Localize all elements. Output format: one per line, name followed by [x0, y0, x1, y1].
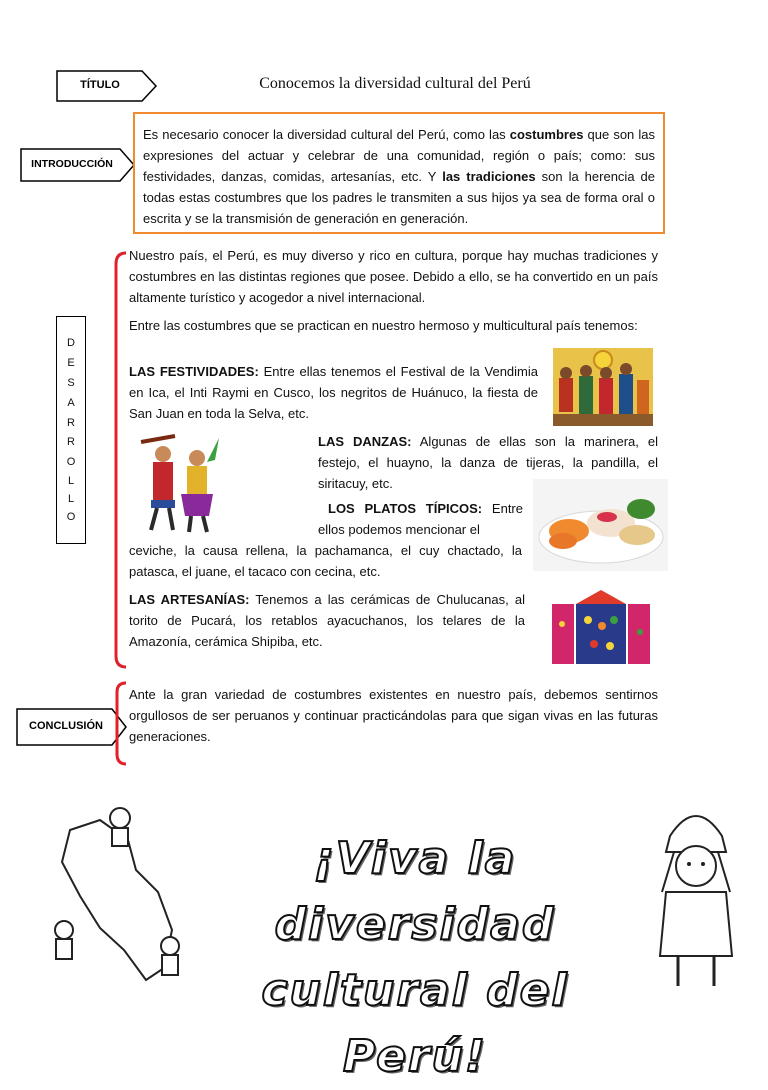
development-paragraph-1: Nuestro país, el Perú, es muy diverso y rico en cultura, porque hay muchas tradiciones y costumbres en las distintas regiones que posee. Debido a ello, se ha convertido en un país altamente turístico y acogedor a nivel internacional. [129, 248, 658, 305]
platos-paragraph-b: ceviche, la causa rellena, la pachamanca, el cuy chactado, la patasca, el juane, el tacaco con cecina, etc. [129, 543, 522, 579]
desarrollo-letter: R [67, 417, 75, 429]
desarrollo-letter: A [67, 397, 75, 409]
desarrollo-letter: S [67, 377, 75, 389]
danzas-text: Algunas de ellas son la marinera, el festejo, el huayno, la danza de tijeras, la pandilla, el siritacuy, etc. [318, 434, 658, 491]
danzas-label: LAS DANZAS: [318, 434, 412, 449]
retablo-image [550, 586, 652, 670]
andean-child-drawing [648, 796, 744, 996]
platos-paragraph-a [318, 498, 523, 540]
titulo-label: TÍTULO [80, 79, 120, 91]
artesanias-label: LAS ARTESANÍAS: [129, 592, 250, 607]
desarrollo-letter: E [67, 357, 75, 369]
introduccion-label: INTRODUCCIÓN [31, 158, 113, 170]
viva-banner [190, 826, 640, 1090]
intro-paragraph [143, 124, 655, 229]
banner-line-2: cultural del Perú! [261, 965, 569, 1082]
festividades-text: Entre ellas tenemos el Festival de la Vendimia en Ica, el Inti Raymi en Cusco, los negritos de Huánuco, la fiesta de San Juan en toda la Selva, etc. [129, 364, 538, 421]
artesanias-text: Tenemos a las cerámicas de Chulucanas, al torito de Pucará, los retablos ayacuchanos, los telares de la Amazonía, cerámica Shipiba, etc. [129, 592, 526, 649]
dancers-image [135, 432, 225, 534]
desarrollo-letter: D [67, 337, 75, 349]
intro-text-1: Es necesario conocer la diversidad cultural del Perú, como las [143, 127, 510, 142]
food-image [533, 479, 668, 571]
peru-map-kids-drawing [40, 800, 190, 990]
intro-bold-costumbres: costumbres [509, 127, 584, 142]
platos-text-a: Entre ellos podemos mencionar el [318, 501, 523, 537]
intro-text-2: que son las expresiones del actuar y celebrar de una comunidad, región o país; como: sus festividades, danzas, comidas, artesanías, etc. Y [143, 127, 655, 184]
desarrollo-letter: O [66, 456, 76, 468]
development-paragraph-2: Entre las costumbres que se practican en nuestro hermoso y multicultural país tenemos: [129, 318, 638, 333]
conclusion-bracket [110, 680, 130, 768]
desarrollo-letter: R [67, 436, 75, 448]
desarrollo-letter: L [67, 493, 75, 505]
festividades-paragraph [129, 361, 538, 424]
conclusion-label: CONCLUSIÓN [29, 720, 103, 732]
festividades-label: LAS FESTIVIDADES: [129, 364, 259, 379]
desarrollo-tag [56, 316, 86, 544]
intro-bold-tradiciones: las tradiciones [442, 169, 536, 184]
desarrollo-letter: L [67, 475, 75, 487]
page-title: Conocemos la diversidad cultural del Perú [259, 75, 531, 92]
desarrollo-letter: O [66, 511, 76, 523]
titulo-tag [56, 70, 158, 102]
festival-image [553, 348, 653, 426]
artesanias-paragraph [129, 589, 525, 652]
introduccion-tag [20, 148, 136, 182]
banner-line-1: ¡Viva la diversidad [274, 833, 556, 950]
conclusion-paragraph: Ante la gran variedad de costumbres existentes en nuestro país, debemos sentirnos orgullosos de ser peruanos y continuar practicándolas para que sigan vivas en las futuras generaciones. [129, 687, 658, 744]
desarrollo-bracket [108, 250, 130, 670]
platos-label: LOS PLATOS TÍPICOS: [328, 501, 483, 516]
intro-text-3: son la herencia de todas estas costumbres que los padres le transmiten a sus hijos ya sea de forma oral o escrita y se la transmisión de generación en generación. [143, 169, 655, 226]
